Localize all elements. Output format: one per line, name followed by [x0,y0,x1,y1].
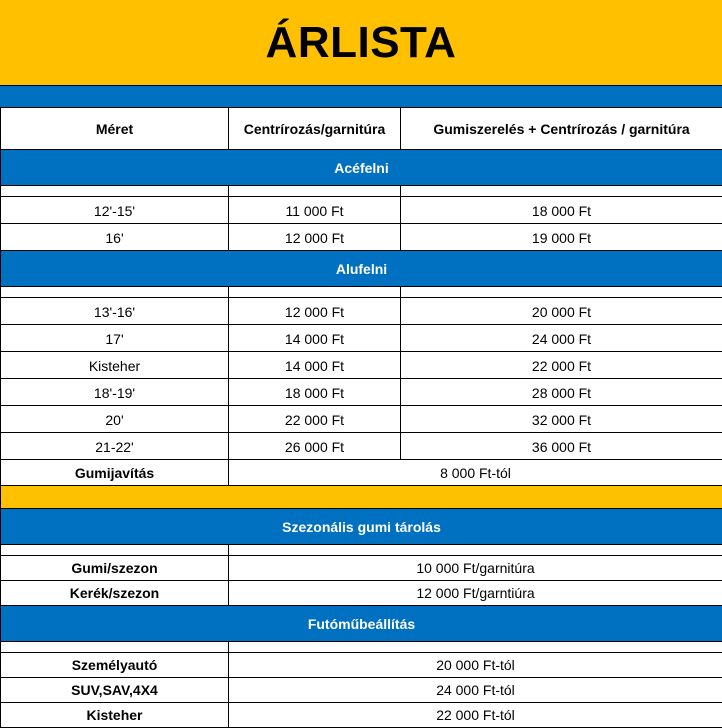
section-storage [1,509,722,545]
table-row [1,433,722,460]
alignment-label-cell: SUV,SAV,4X4 [1,678,229,703]
section-label: Alufelni [1,251,722,287]
table-row [1,352,722,379]
storage-label-cell: Gumi/szezon [1,556,229,581]
mount-price-cell: 24 000 Ft [401,325,722,352]
alignment-label-cell: Személyautó [1,653,229,678]
storage-label-cell: Kerék/szezon [1,581,229,606]
section-alignment [1,606,722,642]
size-cell: 12'-15' [1,197,229,224]
page-title: ÁRLISTA [0,0,722,85]
table-row [1,325,722,352]
repair-row [1,460,722,486]
table-row [1,703,722,728]
table-row [1,298,722,325]
alignment-label-cell: Kisteher [1,703,229,728]
centering-price-cell: 14 000 Ft [229,325,401,352]
mount-price-cell: 19 000 Ft [401,224,722,251]
alignment-price-cell: 20 000 Ft-tól [229,653,722,678]
table-row [1,581,722,606]
centering-price-cell: 22 000 Ft [229,406,401,433]
size-cell: 20' [1,406,229,433]
spacer-row [1,545,722,556]
size-cell: 13'-16' [1,298,229,325]
price-table [0,107,722,728]
size-cell: Kisteher [1,352,229,379]
mount-price-cell: 28 000 Ft [401,379,722,406]
spacer-row [1,186,722,197]
title-divider-strip [0,85,722,107]
mount-price-cell: 36 000 Ft [401,433,722,460]
table-row [1,197,722,224]
table-row [1,678,722,703]
centering-price-cell: 12 000 Ft [229,298,401,325]
table-row [1,379,722,406]
mount-price-cell: 18 000 Ft [401,197,722,224]
centering-price-cell: 14 000 Ft [229,352,401,379]
header-centering: Centrírozás/garnitúra [229,108,401,150]
repair-price: 8 000 Ft-tól [229,460,722,486]
size-cell: 21-22' [1,433,229,460]
centering-price-cell: 18 000 Ft [229,379,401,406]
alignment-price-cell: 22 000 Ft-tól [229,703,722,728]
header-mount-centering: Gumiszerelés + Centrírozás / garnitúra [401,108,722,150]
spacer-row [1,287,722,298]
mount-price-cell: 22 000 Ft [401,352,722,379]
size-cell: 18'-19' [1,379,229,406]
section-label: Acéfelni [1,150,722,186]
centering-price-cell: 12 000 Ft [229,224,401,251]
size-cell: 17' [1,325,229,352]
repair-label: Gumijavítás [1,460,229,486]
centering-price-cell: 26 000 Ft [229,433,401,460]
section-label: Futóműbeállítás [1,606,722,642]
mount-price-cell: 32 000 Ft [401,406,722,433]
mount-price-cell: 20 000 Ft [401,298,722,325]
alignment-price-cell: 24 000 Ft-tól [229,678,722,703]
section-alufelni [1,251,722,287]
table-header-row [1,108,722,150]
centering-price-cell: 11 000 Ft [229,197,401,224]
yellow-divider-row [1,486,722,509]
table-row [1,224,722,251]
table-row [1,556,722,581]
size-cell: 16' [1,224,229,251]
spacer-row [1,642,722,653]
table-row [1,406,722,433]
storage-price-cell: 10 000 Ft/garnitúra [229,556,722,581]
storage-price-cell: 12 000 Ft/garntiúra [229,581,722,606]
section-acefelni [1,150,722,186]
table-row [1,653,722,678]
header-size: Méret [1,108,229,150]
section-label: Szezonális gumi tárolás [1,509,722,545]
